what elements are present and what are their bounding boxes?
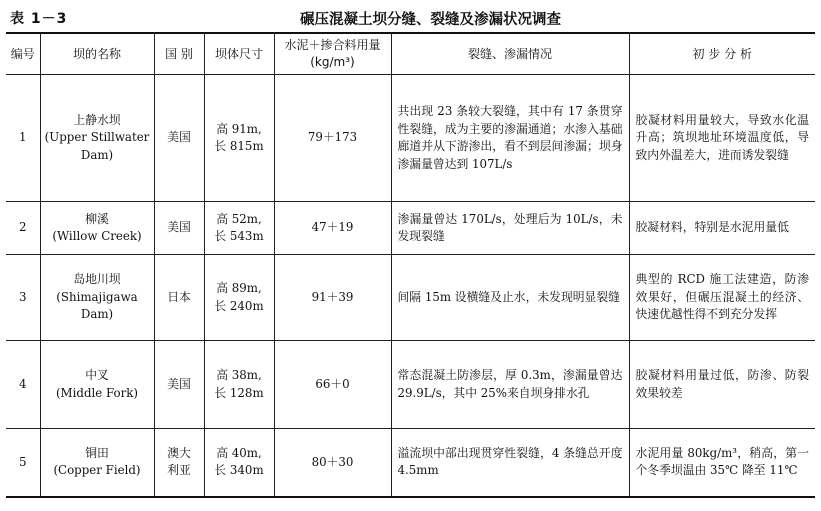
- cell-cracks: 溢流坝中部出现贯穿性裂缝，4 条缝总开度 4.5mm: [391, 429, 629, 497]
- cell-name: [40, 341, 154, 429]
- dam-height: 高 89m,: [216, 281, 262, 295]
- cell-analysis: 胶凝材料，特别是水泥用量低: [629, 202, 815, 255]
- header-name: 坝的名称: [40, 33, 154, 75]
- table-title: 碾压混凝土坝分缝、裂缝及渗漏状况调查: [300, 12, 561, 28]
- cell-cement: 80＋30: [274, 429, 391, 497]
- dam-survey-table: [6, 32, 815, 498]
- cell-name: [40, 202, 154, 255]
- country-text-cont: 利亚: [167, 463, 191, 478]
- header-cement-line1: 水泥＋掺合料用量: [284, 38, 381, 52]
- header-cement: [274, 33, 391, 75]
- cell-country: [154, 202, 204, 255]
- cell-analysis: 胶凝材料用量过低，防渗、防裂效果较差: [629, 341, 815, 429]
- header-cracks: 裂缝、渗漏情况: [391, 33, 629, 75]
- header-country: 国 别: [154, 33, 204, 75]
- cell-size: [204, 75, 274, 202]
- cell-country: [154, 341, 204, 429]
- dam-height: 高 40m,: [216, 445, 262, 460]
- dam-height: 高 91m,: [216, 121, 262, 136]
- cell-no: 1: [6, 75, 40, 202]
- table-row: [6, 429, 815, 497]
- country-text: 美国: [167, 130, 191, 145]
- cell-cracks: 常态混凝土防渗层，厚 0.3m，渗漏量曾达 29.9L/s，其中 25%来自坝身排水孔: [391, 341, 629, 429]
- country-text: 日本: [167, 289, 191, 304]
- table-row: [6, 202, 815, 255]
- cell-country: [154, 429, 204, 497]
- dam-name-cn: 上静水坝: [73, 112, 121, 127]
- cell-size: [204, 429, 274, 497]
- cell-cement: 91＋39: [274, 255, 391, 341]
- dam-name-en: (Willow Creek): [52, 229, 142, 243]
- dam-length: 长 340m: [214, 463, 264, 478]
- cell-size: [204, 255, 274, 341]
- table-row: [6, 75, 815, 202]
- dam-height: 高 38m,: [216, 368, 262, 382]
- cell-cement: 66＋0: [274, 341, 391, 429]
- cell-no: 3: [6, 255, 40, 341]
- table-row: [6, 341, 815, 429]
- dam-height: 高 52m,: [216, 211, 262, 226]
- dam-length: 长 240m: [214, 298, 264, 313]
- dam-length: 长 543m: [214, 229, 264, 243]
- header-cement-unit: (kg/m³): [310, 55, 355, 69]
- cell-cement: 79＋173: [274, 75, 391, 202]
- dam-name-en-cont: Dam): [80, 307, 114, 322]
- dam-name-en: (Upper Stillwater: [44, 130, 150, 145]
- table-number: 表 1－3: [10, 11, 68, 27]
- cell-analysis: 水泥用量 80kg/m³，稍高，第一个冬季坝温由 35℃ 降至 11℃: [629, 429, 815, 497]
- header-size: 坝体尺寸: [204, 33, 274, 75]
- dam-name-en-cont: Dam): [80, 147, 114, 162]
- header-no: 编号: [6, 33, 40, 75]
- cell-cement: 47＋19: [274, 202, 391, 255]
- dam-length: 长 128m: [214, 385, 264, 400]
- cell-no: 5: [6, 429, 40, 497]
- cell-analysis: 典型的 RCD 施工法建造，防渗效果好，但碾压混凝土的经济、快速优越性得不到充分发挥: [629, 255, 815, 341]
- header-row: [6, 33, 815, 75]
- cell-name: [40, 75, 154, 202]
- country-text: 澳大: [167, 445, 191, 460]
- header-analysis: 初 步 分 析: [629, 33, 815, 75]
- cell-country: [154, 255, 204, 341]
- dam-name-en: (Shimajigawa: [56, 289, 138, 304]
- cell-cracks: 渗漏量曾达 170L/s，处理后为 10L/s，未发现裂缝: [391, 202, 629, 255]
- dam-name-en: (Middle Fork): [55, 385, 139, 400]
- cell-no: 4: [6, 341, 40, 429]
- cell-name: [40, 429, 154, 497]
- dam-name-en: (Copper Field): [53, 463, 141, 478]
- table-row: [6, 255, 815, 341]
- cell-country: [154, 75, 204, 202]
- dam-name-cn: 中叉: [85, 368, 109, 382]
- dam-name-cn: 柳溪: [85, 211, 109, 226]
- cell-cracks: 间隔 15m 设横缝及止水，未发现明显裂缝: [391, 255, 629, 341]
- dam-name-cn: 岛地川坝: [73, 272, 121, 287]
- cell-analysis: 胶凝材料用量较大，导致水化温升高；筑坝地址环境温度低，导致内外温差大，进而诱发裂缝: [629, 75, 815, 202]
- dam-length: 长 815m: [214, 139, 264, 153]
- cell-size: [204, 341, 274, 429]
- table-caption: [6, 4, 815, 32]
- cell-no: 2: [6, 202, 40, 255]
- cell-cracks: 共出现 23 条较大裂缝，其中有 17 条贯穿性裂缝，成为主要的渗漏通道；水渗入基础廊道并从下游渗出，看不到层间渗漏；坝身渗漏量曾达到 107L/s: [391, 75, 629, 202]
- country-text: 美国: [167, 376, 191, 391]
- country-text: 美国: [167, 220, 191, 235]
- dam-name-cn: 铜田: [85, 445, 109, 460]
- cell-size: [204, 202, 274, 255]
- cell-name: [40, 255, 154, 341]
